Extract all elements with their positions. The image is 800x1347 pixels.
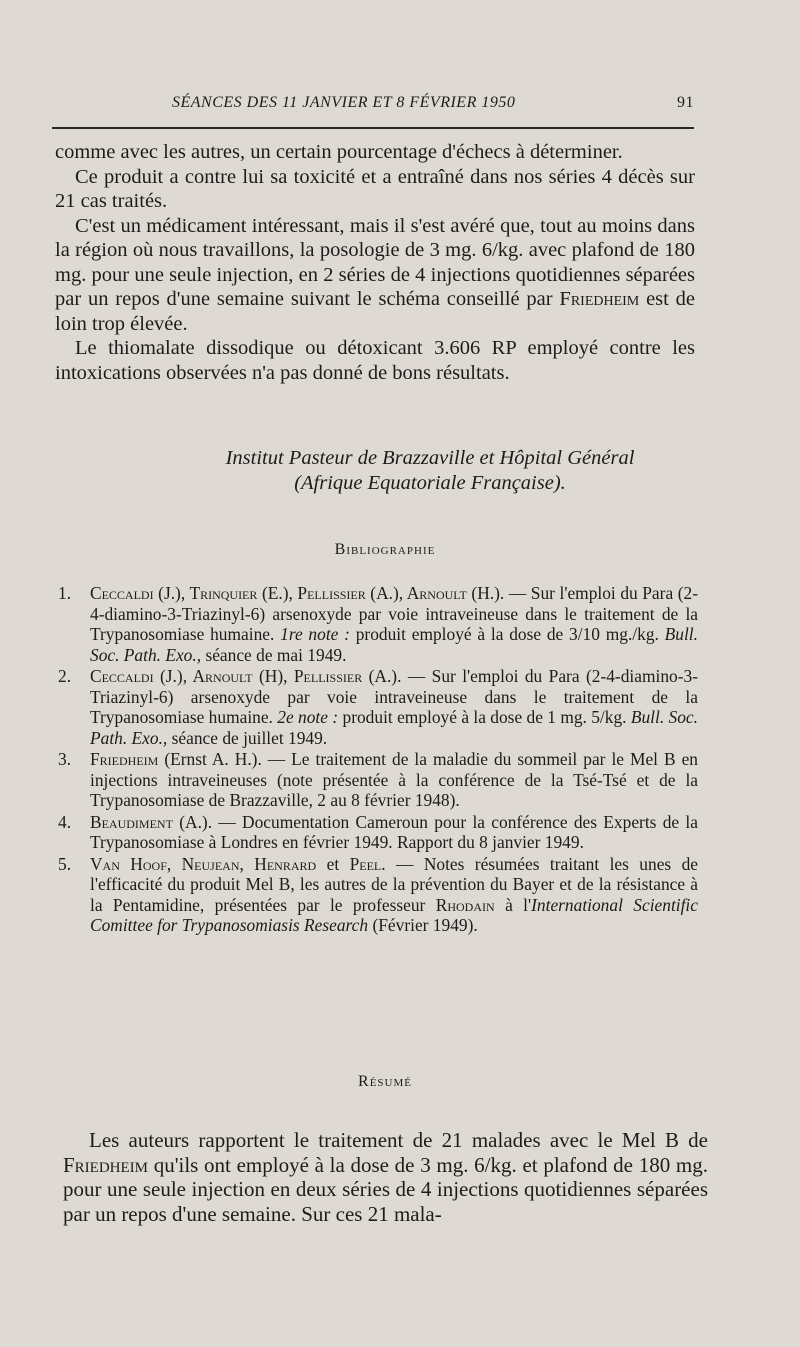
- author-name-friedheim: Friedheim: [559, 288, 640, 310]
- author-name-rhodain: Rhodain: [435, 894, 495, 915]
- signature-line-2: (Afrique Equatoriale Française).: [294, 472, 566, 494]
- bibliography-heading: Bibliographie: [334, 541, 436, 558]
- paragraph-4: Le thiomalate dissodique ou détoxicant 3.606 RP employé contre les intoxications observées n'a pas donné de bons résultats.: [55, 337, 695, 384]
- entry-authors: Beaudiment: [90, 811, 173, 832]
- page-number: 91: [677, 94, 694, 111]
- paragraph-3-text-end: est de loin trop élevée.: [55, 288, 696, 335]
- bibliography-list: [58, 583, 698, 937]
- entry-text: (Ernst A. H.). — Le traitement de la maladie du sommeil par le Mel B en injections intraveineuses (note présentée à la conférence de la Tsé-Tsé et de la Trypanosomiase de Brazzaville, 2 au 8 février 1948).: [90, 749, 698, 810]
- entry-text: séance de mai 1949.: [205, 644, 347, 665]
- bibliography-entry: [58, 749, 698, 811]
- entry-number: 3.: [58, 749, 72, 769]
- entry-text: produit employé à la dose de 3/10 mg./kg.: [355, 624, 659, 644]
- author-name-friedheim: Friedheim: [63, 1152, 149, 1177]
- signature-line-1: Institut Pasteur de Brazzaville et Hôpital Général: [225, 447, 635, 469]
- running-header: [160, 94, 694, 118]
- entry-number: 5.: [58, 853, 72, 874]
- entry-authors: Friedheim: [90, 749, 159, 769]
- entry-text: séance de juillet 1949.: [171, 727, 328, 748]
- entry-text: (A.). — Documentation Cameroun pour la conférence des Experts de la Trypanosomiase à Londres en février 1949. Rapport du 8 janvier 1949.: [90, 811, 698, 852]
- bibliography-entry: [58, 583, 698, 665]
- entry-authors: Van Hoof, Neujean, Henrard: [90, 853, 317, 874]
- entry-text: (Février 1949).: [372, 915, 478, 935]
- entry-journal: International Scientific Comittee for Trypanosomiasis Research: [90, 894, 698, 935]
- summary-text-start: Les auteurs rapportent le traitement de 21 malades avec le Mel B de: [89, 1128, 708, 1152]
- body-text: [55, 140, 695, 385]
- paragraph-1: comme avec les autres, un certain pourcentage d'échecs à déterminer.: [55, 141, 623, 163]
- summary-heading: Résumé: [358, 1073, 412, 1090]
- paragraph-3: [55, 214, 695, 337]
- summary-text-end: qu'ils ont employé à la dose de 3 mg. 6/kg. et plafond de 180 mg. pour une seule injection en deux séries de 4 injections quotidiennes séparées par un repos d'une semaine. Sur ces 21 mala-: [63, 1152, 708, 1226]
- summary-paragraph: [63, 1128, 708, 1226]
- entry-note: 1re note :: [280, 624, 350, 644]
- entry-journal: Bull. Soc. Path. Exo.,: [90, 624, 698, 665]
- entry-text: — Sur l'emploi du Para (2-4-diamino-3-Triazinyl-6) arsenoxyde par voie intraveineuse dans le traitement de la Trypanosomiase humaine.: [90, 583, 699, 644]
- paragraph-3-text: C'est un médicament intéressant, mais il s'est avéré que, tout au moins dans la région où nous travaillons, la posologie de 3 mg. 6/kg. avec plafond de 180 mg. pour une seule injection, en 2 séries de 4 injections quotidiennes séparées par un repos d'une semaine suivant le schéma conseillé par: [55, 214, 695, 310]
- institution-signature: [150, 446, 710, 496]
- entry-authors: Peel.: [349, 853, 386, 874]
- entry-authors: Ceccaldi (J.), Trinquier (E.), Pellissier (A.), Arnoult (H.).: [90, 583, 505, 603]
- entry-number: 4.: [58, 811, 72, 832]
- paragraph-2: Ce produit a contre lui sa toxicité et a entraîné dans nos séries 4 décès sur 21 cas traités.: [55, 165, 695, 212]
- summary-text: [63, 1128, 708, 1226]
- bibliography-entry: [58, 666, 698, 748]
- bibliography-entry: [58, 812, 698, 853]
- entry-text: — Sur l'emploi du Para (2-4-diamino-3-Triazinyl-6) arsenoxyde par voie intraveineuse dans le traitement de la Trypanosomiase humaine.: [90, 666, 698, 727]
- entry-authors: Ceccaldi (J.), Arnoult (H), Pellissier (A.).: [90, 666, 402, 686]
- entry-number: 1.: [58, 583, 72, 603]
- running-header-title: SÉANCES DES 11 JANVIER ET 8 FÉVRIER 1950: [172, 94, 516, 111]
- entry-number: 2.: [58, 666, 72, 686]
- header-rule: [52, 127, 694, 129]
- bibliography-entry: [58, 854, 698, 936]
- entry-conjunction: et: [326, 853, 340, 874]
- entry-text: à l': [505, 894, 532, 915]
- entry-text: — Notes résumées traitant les unes de l'efficacité du produit Mel B, les autres de la prévention du Bayer et de la résistance à la Pentamidine, présentées par le professeur: [90, 853, 698, 915]
- entry-note: 2e note :: [277, 707, 339, 727]
- entry-text: produit employé à la dose de 1 mg. 5/kg.: [342, 707, 627, 727]
- entry-journal: Bull. Soc. Path. Exo.,: [90, 707, 698, 748]
